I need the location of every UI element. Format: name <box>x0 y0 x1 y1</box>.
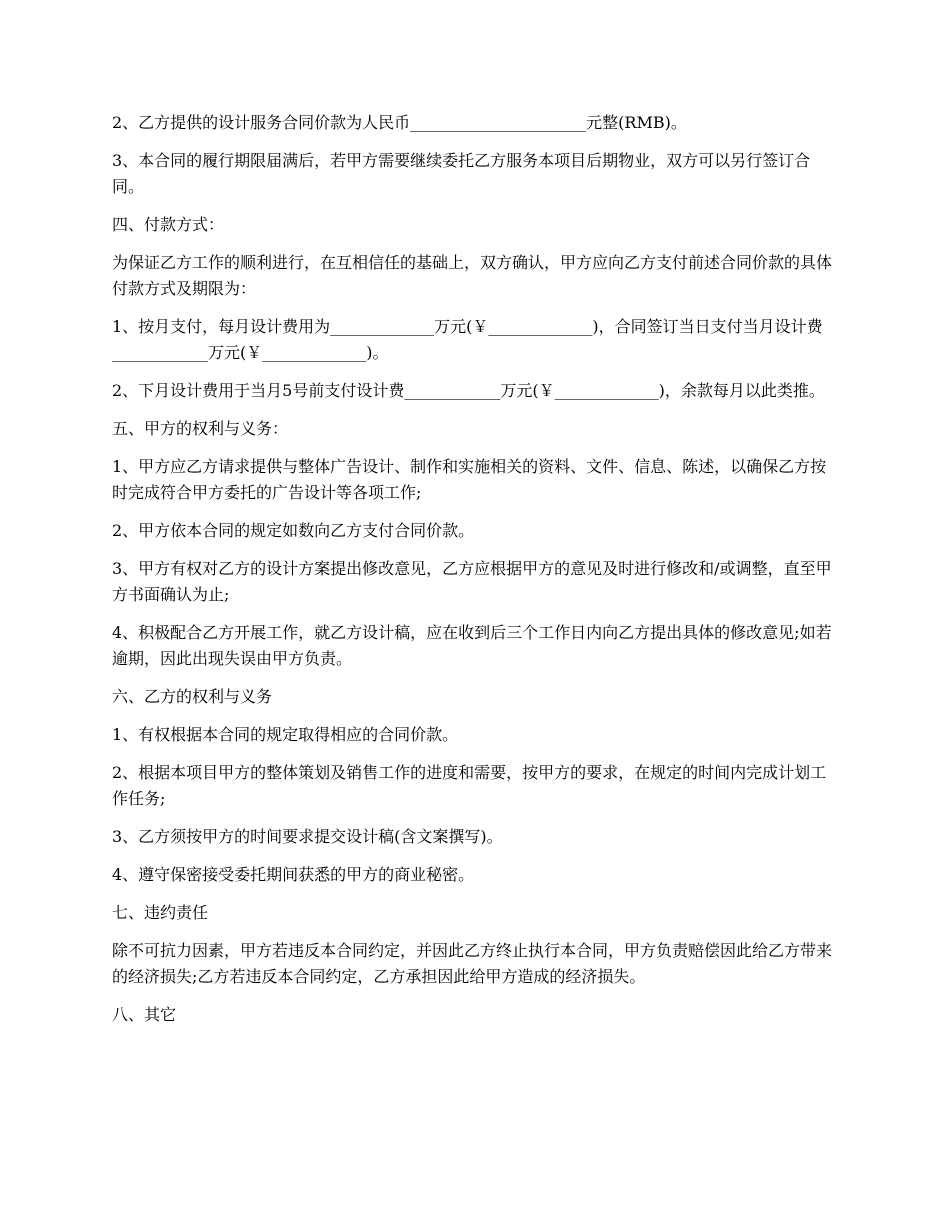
party-b-clause-2: 2、根据本项目甲方的整体策划及销售工作的进度和需要，按甲方的要求，在规定的时间内完成计划工作任务; <box>112 763 827 808</box>
party-a-clause-1: 1、甲方应乙方请求提供与整体广告设计、制作和实施相关的资料、文件、信息、陈述，以确保乙方按时完成符合甲方委托的广告设计等各项工作; <box>112 457 827 502</box>
party-b-clause-3: 3、乙方须按甲方的时间要求提交设计稿(含文案撰写)。 <box>112 827 503 846</box>
section-heading-party-b: 六、乙方的权利与义务 <box>112 687 273 706</box>
party-b-clause-4: 4、遵守保密接受委托期间获悉的甲方的商业秘密。 <box>112 865 475 884</box>
party-a-clause-4: 4、积极配合乙方开展工作，就乙方设计稿，应在收到后三个工作日内向乙方提出具体的修改意见;如若逾期，因此出现失误由甲方负责。 <box>112 623 832 668</box>
clause-renewal: 3、本合同的履行期限届满后，若甲方需要继续委托乙方服务本项目后期物业，双方可以另行签订合同。 <box>112 151 811 196</box>
payment-clause-next-month: 2、下月设计费用于当月5号前支付设计费____________万元(￥_____________)，余款每月以此类推。 <box>112 381 825 400</box>
party-a-clause-3: 3、甲方有权对乙方的设计方案提出修改意见，乙方应根据甲方的意见及时进行修改和/或调整，直至甲方书面确认为止; <box>112 559 832 604</box>
section-heading-party-a: 五、甲方的权利与义务： <box>112 419 289 438</box>
document-page <box>112 110 838 1040</box>
party-b-clause-1: 1、有权根据本合同的规定取得相应的合同价款。 <box>112 725 459 744</box>
section-heading-liability: 七、违约责任 <box>112 903 209 922</box>
clause-price: 2、乙方提供的设计服务合同价款为人民币______________________元整(RMB)。 <box>112 113 687 132</box>
payment-clause-monthly: 1、按月支付，每月设计费用为_____________万元(￥_____________)，合同签订当日支付当月设计费____________万元(￥_____________)。 <box>112 317 823 362</box>
section-heading-other: 八、其它 <box>112 1005 177 1024</box>
payment-intro: 为保证乙方工作的顺利进行，在互相信任的基础上，双方确认，甲方应向乙方支付前述合同价款的具体付款方式及期限为： <box>112 253 833 298</box>
section-heading-payment: 四、付款方式： <box>112 215 225 234</box>
party-a-clause-2: 2、甲方依本合同的规定如数向乙方支付合同价款。 <box>112 521 475 540</box>
liability-clause: 除不可抗力因素，甲方若违反本合同约定，并因此乙方终止执行本合同，甲方负责赔偿因此给乙方带来的经济损失;乙方若违反本合同约定，乙方承担因此给甲方造成的经济损失。 <box>112 941 833 986</box>
